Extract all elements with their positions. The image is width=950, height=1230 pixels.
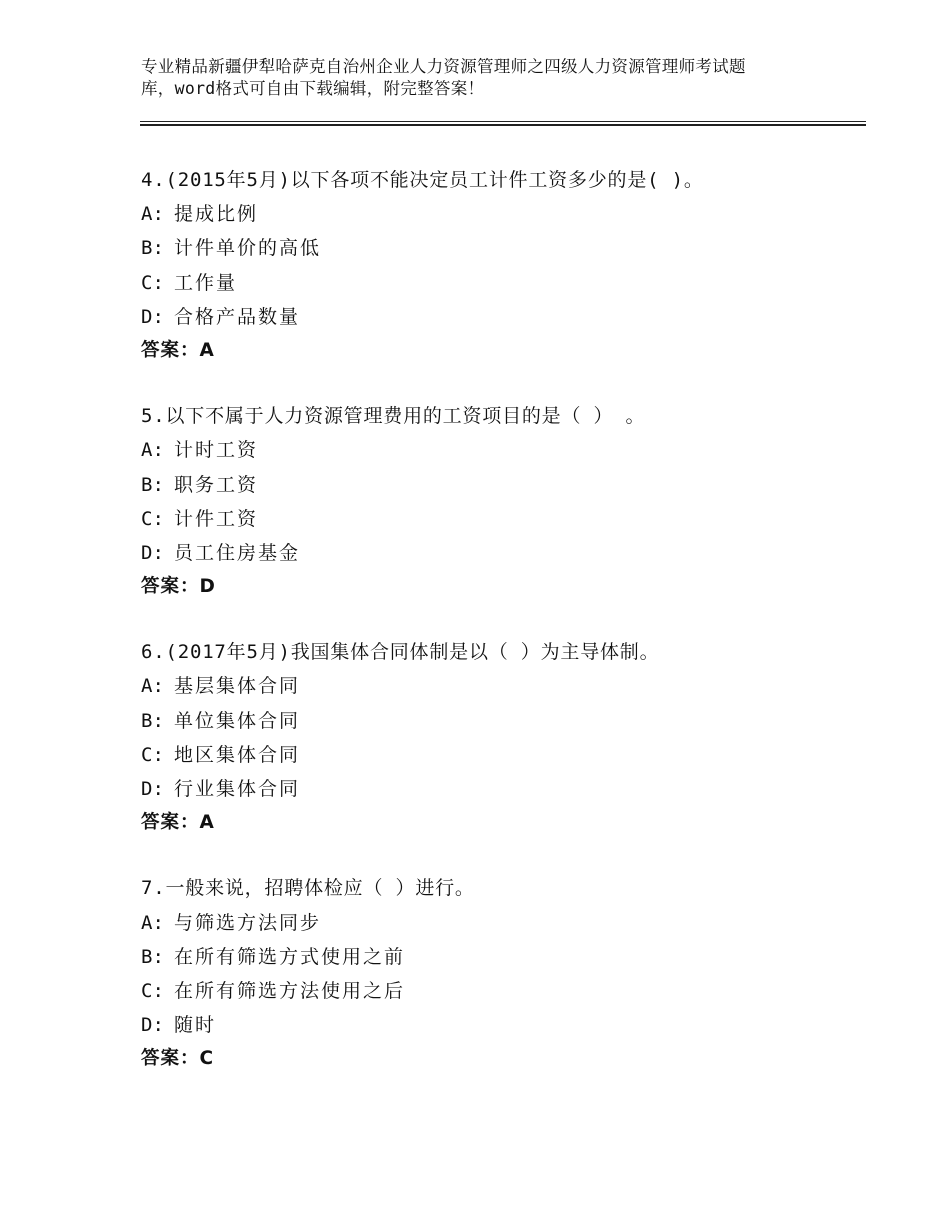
question-list [141, 163, 881, 1108]
option-b [141, 940, 881, 974]
option-d [141, 1008, 881, 1042]
option-text: 行业集体合同 [174, 778, 301, 800]
option-text: 计件工资 [174, 507, 259, 530]
option-c [141, 974, 881, 1008]
option-text: 提成比例 [174, 203, 259, 226]
option-key: D: [141, 541, 164, 564]
option-text: 单位集体合同 [174, 709, 301, 732]
question-6 [141, 635, 881, 840]
option-key: B: [141, 473, 164, 496]
option-key: D: [141, 305, 164, 328]
option-key: B: [141, 945, 164, 968]
option-text: 与筛选方法同步 [174, 911, 322, 934]
question-text: 6.(2017年5月)我国集体合同体制是以（ ）为主导体制。 [141, 641, 660, 664]
option-key: C: [141, 979, 164, 1002]
option-key: C: [141, 743, 164, 766]
answer-label: 答案：A [141, 812, 215, 834]
option-text: 在所有筛选方法使用之后 [174, 979, 406, 1002]
option-text: 随时 [174, 1014, 217, 1037]
document-header [141, 56, 841, 100]
option-key: B: [141, 237, 164, 260]
option-key: A: [141, 203, 164, 226]
option-key: D: [141, 1014, 164, 1037]
option-a [141, 669, 881, 703]
option-b [141, 231, 881, 265]
option-c [141, 738, 881, 772]
option-text: 合格产品数量 [174, 305, 301, 328]
question-5 [141, 399, 881, 604]
option-c [141, 502, 881, 536]
header-divider [140, 121, 866, 127]
question-text: 4.(2015年5月)以下各项不能决定员工计件工资多少的是( )。 [141, 169, 704, 191]
option-key: A: [141, 439, 164, 462]
option-b [141, 468, 881, 502]
option-d [141, 300, 881, 334]
header-title-line-1: 专业精品新疆伊犁哈萨克自治州企业人力资源管理师之四级人力资源管理师考试题 [141, 57, 746, 76]
question-4 [141, 163, 881, 368]
option-text: 工作量 [174, 271, 238, 294]
option-a [141, 433, 881, 467]
header-title-line-2: 库，word格式可自由下载编辑，附完整答案！ [141, 79, 485, 98]
option-text: 计时工资 [174, 439, 259, 462]
answer-label: 答案：A [141, 339, 215, 361]
option-text: 地区集体合同 [174, 743, 301, 766]
option-text: 在所有筛选方式使用之前 [174, 945, 406, 968]
question-7 [141, 871, 881, 1076]
answer-label: 答案：C [141, 1048, 215, 1070]
option-key: B: [141, 709, 164, 732]
option-key: C: [141, 507, 164, 530]
option-key: C: [141, 271, 164, 294]
question-text: 7.一般来说，招聘体检应（ ）进行。 [141, 877, 475, 900]
option-key: D: [141, 778, 164, 800]
answer-label: 答案：D [141, 576, 216, 598]
option-text: 职务工资 [174, 473, 259, 496]
option-key: A: [141, 911, 164, 934]
option-c [141, 266, 881, 300]
option-a [141, 197, 881, 231]
option-b [141, 704, 881, 738]
option-text: 员工住房基金 [174, 541, 301, 564]
question-text: 5.以下不属于人力资源管理费用的工资项目的是（ ） 。 [141, 405, 646, 428]
option-key: A: [141, 675, 164, 698]
option-d [141, 772, 881, 806]
option-text: 计件单价的高低 [174, 237, 322, 260]
option-a [141, 906, 881, 940]
option-d [141, 536, 881, 570]
option-text: 基层集体合同 [174, 675, 301, 698]
